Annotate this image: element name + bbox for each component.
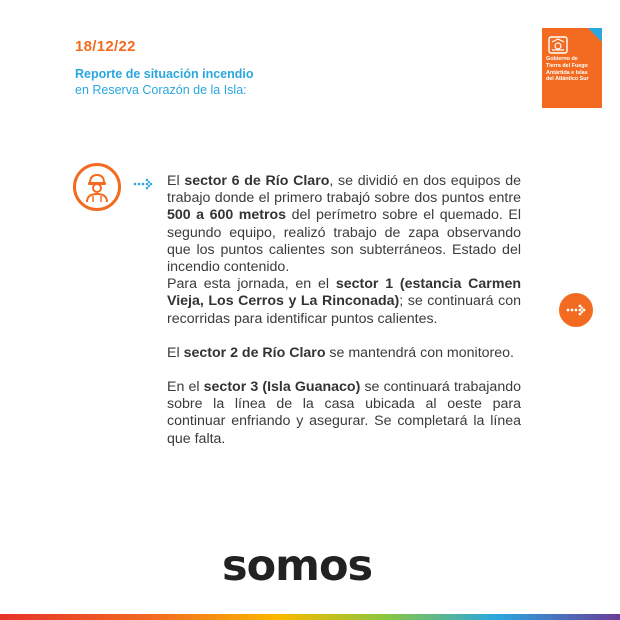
highlight-sector-3: sector 3 (Isla Guanaco) — [203, 379, 361, 396]
color-stripe — [0, 614, 620, 620]
text: se mantendrá con monitoreo. — [325, 344, 514, 361]
text: Para esta jornada, en el — [167, 276, 336, 293]
report-subtitle: en Reserva Corazón de la Isla: — [75, 83, 247, 97]
somos-logo — [222, 542, 400, 590]
text: El — [167, 173, 185, 189]
report-body — [167, 173, 521, 448]
next-button[interactable] — [559, 293, 593, 327]
paragraph-sector-1 — [167, 276, 521, 328]
logo-line: Antártida e Islas — [546, 69, 588, 76]
dotted-arrow-right-icon — [133, 177, 155, 191]
text: , se dividió en dos equipos de trabajo donde el primero trabajó sobre dos puntos entre — [167, 173, 522, 207]
logo-fold — [588, 28, 602, 42]
dotted-arrow-next-icon — [559, 293, 593, 327]
logo-line: Gobierno de — [546, 56, 578, 62]
text: ; se continuará con recorridas para identificar puntos calientes. — [167, 293, 521, 327]
logo-line: del Atlántico Sur — [546, 76, 589, 83]
brand-text: somos — [222, 542, 373, 590]
text: En el — [167, 379, 204, 396]
highlight-sector-6: sector 6 de Río Claro — [184, 173, 330, 189]
paragraph-sector-6 — [167, 173, 521, 276]
text: El — [167, 344, 184, 361]
highlight-sector-1: sector 1 (estancia Carmen Vieja, Los Cerros y La Rinconada) — [167, 276, 522, 310]
highlight-distance: 500 a 600 metros — [167, 207, 287, 224]
government-logo — [542, 28, 602, 108]
report-date: 18/12/22 — [75, 38, 136, 55]
text: se continuará trabajando sobre la línea de la casa ubicada al oeste para continuar enfriando y asegurar. Se completará la línea que falta. — [167, 379, 521, 447]
paragraph-sector-2 — [167, 345, 521, 362]
emblem-icon — [547, 34, 569, 56]
firefighter-icon — [73, 163, 121, 211]
report-title: Reporte de situación incendio — [75, 67, 254, 81]
logo-line: Tierra del Fuego — [546, 62, 588, 69]
logo-text — [546, 56, 600, 83]
text: del perímetro sobre el quemado. El segundo equipo, realizó trabajo de zapa observando que los puntos calientes son subterráneos. Estado del incendio contenido. — [167, 207, 521, 276]
highlight-sector-2: sector 2 de Río Claro — [183, 344, 326, 361]
paragraph-sector-3 — [167, 379, 521, 448]
